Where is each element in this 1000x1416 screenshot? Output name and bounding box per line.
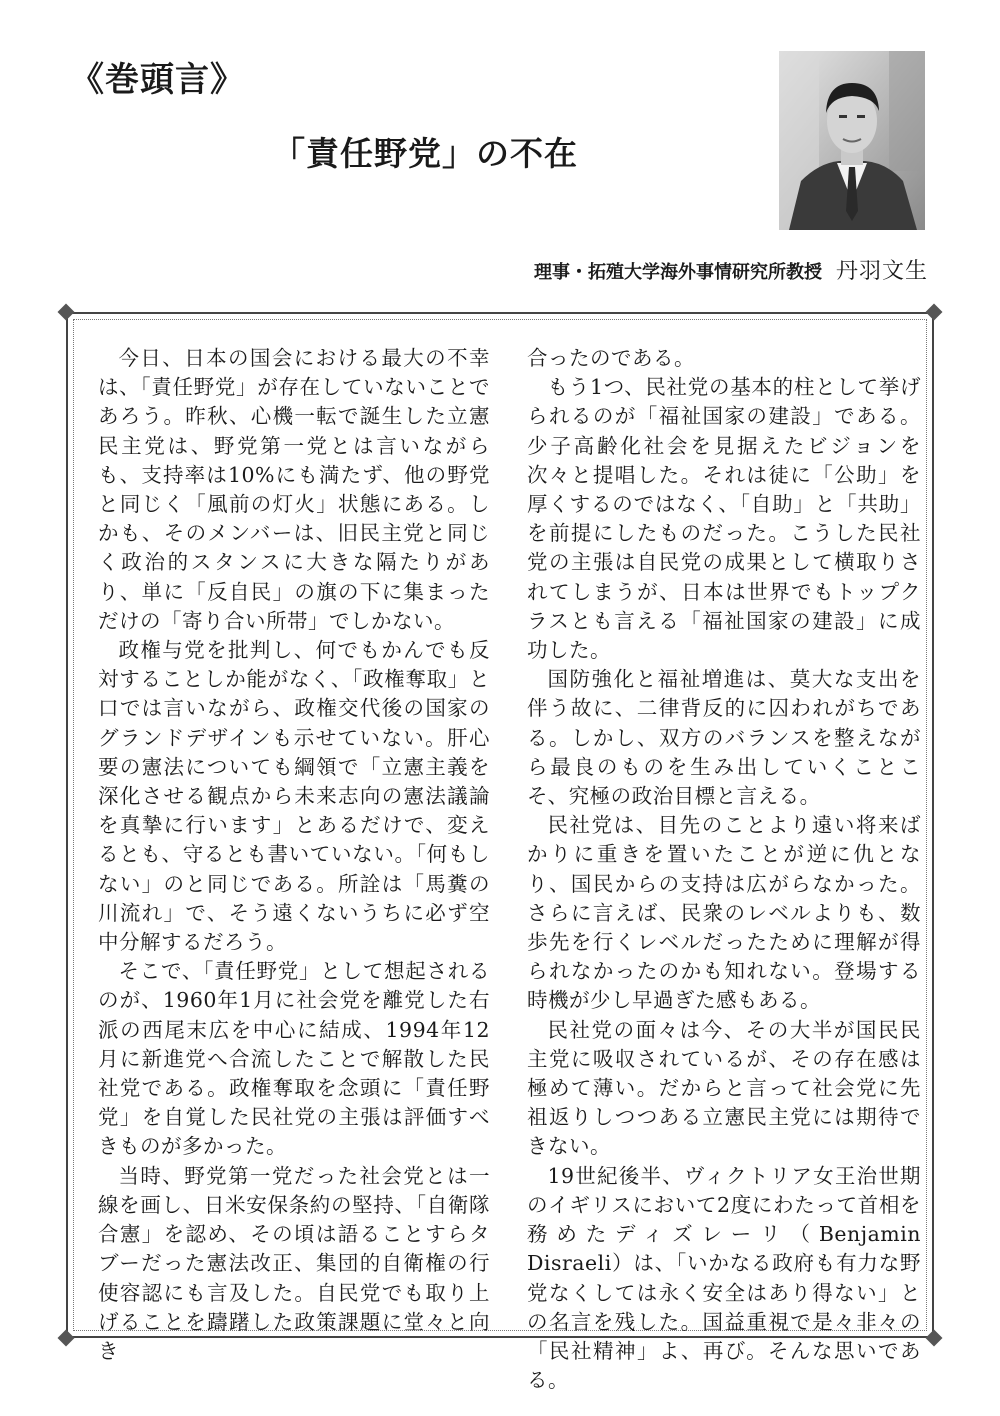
paragraph: 民社党は、目先のことより遠い将来ばかりに重きを置いたことが逆に仇となり、国民からの支持は広がらなかった。さらに言えば、民衆のレベルよりも、数歩先を行くレベルだったために理解が得られなかったのかも知れない。登場する時機が少し早過ぎた感もある。 (527, 813, 921, 1013)
author-portrait (779, 51, 925, 230)
paragraph: 19世紀後半、ヴィクトリア女王治世期のイギリスにおいて2度にわたって首相を務めたディズレーリ（Benjamin Disraeli）は、「いかなる政府も有力な野党なくしては永く安全はあり得ない」との名言を残した。国益重視で是々非々の「民社精神」よ、再び。そんな思いである。 (527, 1163, 921, 1393)
paragraph: 国防強化と福祉増進は、莫大な支出を伴う故に、二律背反的に囚われがちである。しかし、双方のバランスを整えながら最良のものを生み出していくことこそ、究極の政治目標と言える。 (527, 667, 921, 809)
paragraph: 民社党の面々は今、その大半が国民民主党に吸収されているが、その存在感は極めて薄い。だからと言って社会党に先祖返りしつつある立憲民主党には期待できない。 (527, 1017, 921, 1159)
paragraph: そこで、「責任野党」として想起されるのが、1960年1月に社会党を離党した右派の西尾末広を中心に結成、1994年12月に新進党へ合流したことで解散した民社党である。政権奪取を念頭に「責任野党」を自覚した民社党の主張は評価すべきものが多かった。 (98, 959, 490, 1159)
article-body-left-column (98, 344, 490, 1366)
paragraph: もう1つ、民社党の基本的柱として挙げられるのが「福祉国家の建設」である。少子高齢化社会を見据えたビジョンを次々と提唱した。それは徒に「公助」を厚くするのではなく、「自助」と「共助」を前提にしたものだった。こうした民社党の主張は自民党の成果として横取りされてしまうが、日本は世界でもトップクラスとも言える「福祉国家の建設」に成功した。 (527, 375, 921, 663)
article-body-right-column (527, 344, 921, 1395)
paragraph: 今日、日本の国会における最大の不幸は、「責任野党」が存在していないことであろう。昨秋、心機一転で誕生した立憲民主党は、野党第一党とは言いながらも、支持率は10%にも満たず、他の野党と同じく「風前の灯火」状態にある。しかも、そのメンバーは、旧民主党と同じく政治的スタンスに大きな隔たりがあり、単に「反自民」の旗の下に集まっただけの「寄り合い所帯」でしかない。 (98, 346, 490, 633)
byline (534, 254, 928, 285)
article-title: 「責任野党」の不在 (272, 134, 578, 173)
author-affiliation: 理事・拓殖大学海外事情研究所教授 (533, 262, 822, 283)
author-portrait-image (779, 51, 925, 230)
paragraph-continuation: 合ったのである。 (527, 346, 695, 370)
paragraph: 政権与党を批判し、何でもかんでも反対することしか能がなく、「政権奪取」と口では言いながら、政権交代後の国家のグランドデザインも示せていない。肝心要の憲法についても綱領で「立憲主義を深化させる観点から未来志向の憲法議論を真摯に行います」とあるだけで、変えるとも、守るとも書いていない。「何もしない」のと同じである。所詮は「馬糞の川流れ」で、そう遠くないうちに必ず空中分解するだろう。 (98, 638, 490, 955)
series-label: 《巻頭言》 (70, 60, 245, 100)
author-name: 丹羽文生 (835, 259, 928, 284)
paragraph: 当時、野党第一党だった社会党とは一線を画し、日米安保条約の堅持、「自衛隊合憲」を認め、その頃は語ることすらタブーだった憲法改正、集団的自衛権の行使容認にも言及した。自民党でも取り上げることを躊躇した政策課題に堂々と向き (98, 1163, 490, 1363)
